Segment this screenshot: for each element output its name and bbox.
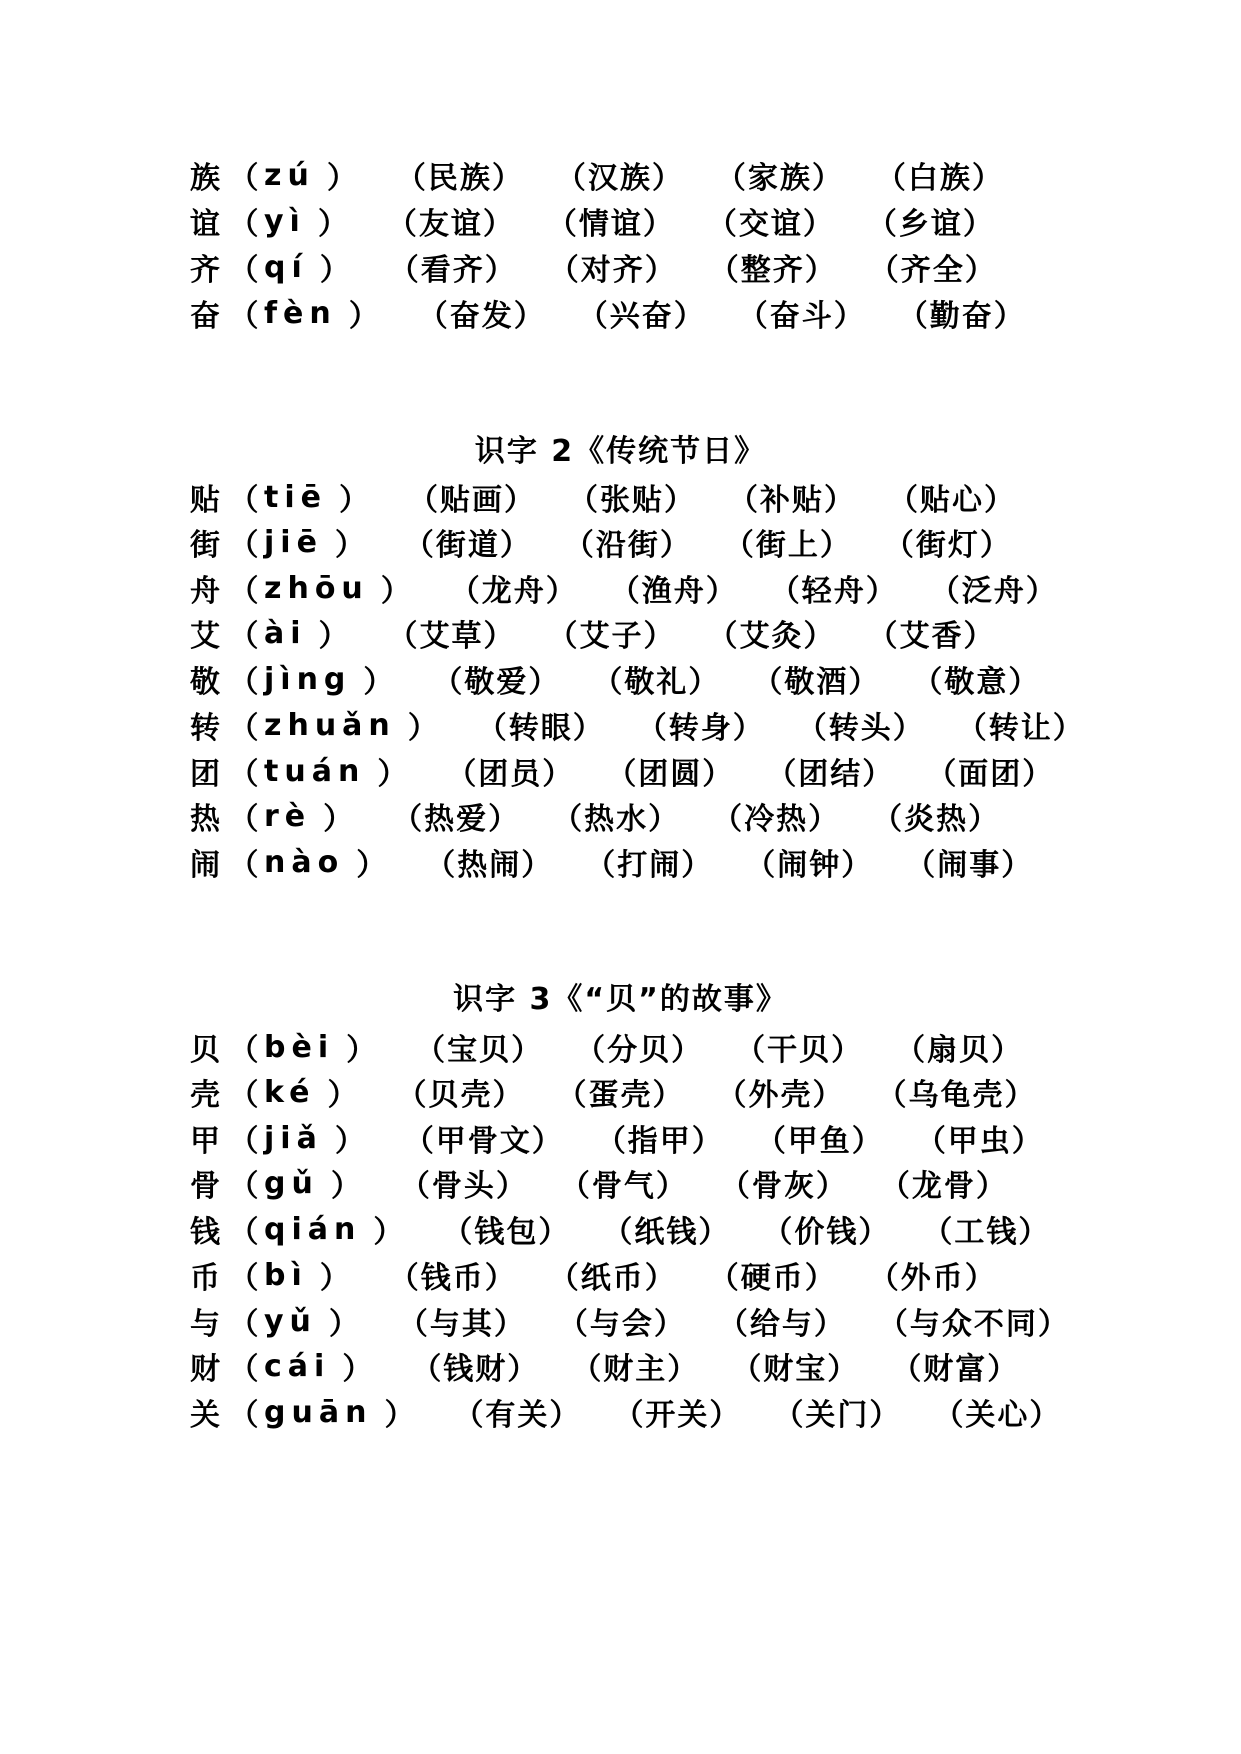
- character: 关: [190, 1398, 221, 1433]
- word: （敬爱）: [432, 665, 561, 700]
- word: （与会）: [557, 1307, 686, 1342]
- word: （与其）: [397, 1307, 526, 1342]
- section-title: 识字 2《传统节日》: [474, 434, 767, 469]
- word: （轻舟）: [769, 574, 898, 609]
- paren-open: （: [228, 528, 260, 563]
- pinyin: jìng: [264, 661, 352, 697]
- paren-close: ）: [346, 1033, 378, 1068]
- pinyin: guān: [264, 1394, 373, 1430]
- word: （冷热）: [712, 802, 841, 837]
- vocab-row: [190, 293, 1058, 333]
- vocab-row: [190, 1346, 1051, 1386]
- pinyin: qí: [264, 249, 308, 285]
- vocab-row: [190, 1027, 1055, 1067]
- character: 齐: [190, 253, 221, 288]
- word: （敬酒）: [752, 665, 881, 700]
- character: 族: [190, 161, 221, 196]
- character: 舟: [190, 574, 221, 609]
- word: （有关）: [453, 1398, 582, 1433]
- word: （汉族）: [555, 161, 684, 196]
- word: （整齐）: [708, 253, 837, 288]
- vocab-row: [190, 751, 1086, 791]
- paren-open: （: [228, 1078, 260, 1113]
- paren-open: （: [228, 1398, 260, 1433]
- paren-open: （: [228, 1352, 260, 1387]
- word: （甲虫）: [915, 1124, 1044, 1159]
- vocab-row: [190, 1209, 1082, 1249]
- word: （纸币）: [548, 1261, 677, 1296]
- word: （干贝）: [735, 1033, 864, 1068]
- paren-open: （: [228, 619, 260, 654]
- pinyin: ài: [264, 615, 307, 651]
- vocab-row: [190, 522, 1044, 562]
- paren-close: ）: [384, 1398, 416, 1433]
- word: （奋斗）: [737, 299, 866, 334]
- word: （转头）: [796, 711, 925, 746]
- vocab-row: [190, 705, 1117, 745]
- word: （乡谊）: [866, 207, 995, 242]
- word: （关门）: [773, 1398, 902, 1433]
- word: （齐全）: [868, 253, 997, 288]
- word: （钱包）: [442, 1215, 571, 1250]
- word: （团结）: [766, 757, 895, 792]
- paren-open: （: [228, 161, 260, 196]
- paren-open: （: [228, 574, 260, 609]
- paren-open: （: [228, 665, 260, 700]
- character: 团: [190, 757, 221, 792]
- pinyin: rè: [264, 798, 312, 834]
- vocab-row: [190, 842, 1065, 882]
- paren-open: （: [228, 1215, 260, 1250]
- vocab-row: [190, 1072, 1069, 1112]
- character: 谊: [190, 207, 221, 242]
- paren-open: （: [228, 207, 260, 242]
- vocab-row: [190, 1163, 1040, 1203]
- vocab-row: [190, 1301, 1102, 1341]
- word: （交谊）: [706, 207, 835, 242]
- pinyin: zhōu: [264, 570, 369, 606]
- paren-close: ）: [330, 1169, 362, 1204]
- word: （蛋壳）: [556, 1078, 685, 1113]
- pinyin: tuán: [264, 753, 366, 789]
- paren-open: （: [228, 1307, 260, 1342]
- paren-close: ）: [334, 528, 366, 563]
- word: （钱币）: [388, 1261, 517, 1296]
- word: （炎热）: [872, 802, 1001, 837]
- word: （贴画）: [407, 483, 536, 518]
- word: （友谊）: [386, 207, 515, 242]
- vocab-row: [190, 477, 1048, 517]
- vocab-row: [190, 1392, 1093, 1432]
- word: （闹事）: [905, 848, 1034, 883]
- word: （渔舟）: [609, 574, 738, 609]
- word: （泛舟）: [929, 574, 1058, 609]
- word: （钱财）: [411, 1352, 540, 1387]
- pinyin: bèi: [264, 1029, 335, 1065]
- paren-open: （: [228, 802, 260, 837]
- word: （分贝）: [575, 1033, 704, 1068]
- word: （勤奋）: [897, 299, 1026, 334]
- word: （贝壳）: [396, 1078, 525, 1113]
- word: （看齐）: [388, 253, 517, 288]
- character: 甲: [190, 1124, 221, 1159]
- word: （纸钱）: [602, 1215, 731, 1250]
- word: （团员）: [446, 757, 575, 792]
- paren-close: ）: [327, 1078, 359, 1113]
- paren-close: ）: [356, 848, 388, 883]
- word: （外币）: [868, 1261, 997, 1296]
- word: （价钱）: [762, 1215, 891, 1250]
- vocab-row: [190, 201, 1027, 241]
- word: （硬币）: [708, 1261, 837, 1296]
- word: （打闹）: [585, 848, 714, 883]
- paren-open: （: [228, 1261, 260, 1296]
- word: （骨灰）: [719, 1169, 848, 1204]
- paren-open: （: [228, 253, 260, 288]
- character: 与: [190, 1307, 221, 1342]
- pinyin: zú: [264, 157, 315, 193]
- word: （龙舟）: [449, 574, 578, 609]
- word: （白族）: [875, 161, 1004, 196]
- word: （扇贝）: [895, 1033, 1024, 1068]
- paren-close: ）: [317, 207, 349, 242]
- paren-open: （: [228, 711, 260, 746]
- word: （指甲）: [595, 1124, 724, 1159]
- word: （艾香）: [867, 619, 996, 654]
- paren-open: （: [228, 1169, 260, 1204]
- character: 币: [190, 1261, 221, 1296]
- character: 贝: [190, 1033, 221, 1068]
- word: （甲骨文）: [403, 1124, 564, 1159]
- character: 骨: [190, 1169, 221, 1204]
- character: 闹: [190, 848, 221, 883]
- vocab-row: [190, 247, 1029, 287]
- word: （外壳）: [716, 1078, 845, 1113]
- word: （甲鱼）: [755, 1124, 884, 1159]
- pinyin: zhuǎn: [264, 707, 396, 743]
- pinyin: jiǎ: [264, 1120, 323, 1156]
- word: （开关）: [613, 1398, 742, 1433]
- paren-close: ）: [348, 299, 380, 334]
- word: （骨头）: [399, 1169, 528, 1204]
- paren-close: ）: [380, 574, 412, 609]
- character: 财: [190, 1352, 221, 1387]
- paren-close: ）: [363, 665, 395, 700]
- word: （艾草）: [387, 619, 516, 654]
- pinyin: fèn: [264, 295, 337, 331]
- paren-close: ）: [326, 161, 358, 196]
- word: （热水）: [552, 802, 681, 837]
- word: （关心）: [933, 1398, 1062, 1433]
- word: （龙骨）: [879, 1169, 1008, 1204]
- character: 奋: [190, 299, 221, 334]
- section-title: 识字 3《“贝”的故事》: [453, 982, 788, 1017]
- word: （敬礼）: [592, 665, 721, 700]
- word: （热爱）: [392, 802, 521, 837]
- word: （街灯）: [883, 528, 1012, 563]
- word: （街上）: [723, 528, 852, 563]
- word: （热闹）: [425, 848, 554, 883]
- pinyin: cái: [264, 1348, 331, 1384]
- word: （沿街）: [563, 528, 692, 563]
- word: （财宝）: [731, 1352, 860, 1387]
- character: 钱: [190, 1215, 221, 1250]
- word: （张贴）: [567, 483, 696, 518]
- word: （家族）: [715, 161, 844, 196]
- pinyin: ké: [264, 1074, 316, 1110]
- pinyin: nào: [264, 844, 345, 880]
- character: 艾: [190, 619, 221, 654]
- paren-close: ）: [319, 1261, 351, 1296]
- vocab-row: [190, 613, 1028, 653]
- paren-open: （: [228, 1033, 260, 1068]
- word: （补贴）: [727, 483, 856, 518]
- character: 贴: [190, 483, 221, 518]
- word: （财主）: [571, 1352, 700, 1387]
- word: （艾灸）: [707, 619, 836, 654]
- word: （情谊）: [546, 207, 675, 242]
- word: （转眼）: [476, 711, 605, 746]
- word: （团圆）: [606, 757, 735, 792]
- vocab-row: [190, 1118, 1076, 1158]
- word: （敬意）: [912, 665, 1041, 700]
- vocab-row: [190, 796, 1032, 836]
- pinyin: yǔ: [264, 1303, 317, 1339]
- character: 敬: [190, 665, 221, 700]
- pinyin: gǔ: [264, 1165, 319, 1201]
- word: （宝贝）: [415, 1033, 544, 1068]
- paren-open: （: [228, 483, 260, 518]
- word: （民族）: [395, 161, 524, 196]
- word: （奋发）: [417, 299, 546, 334]
- paren-close: ）: [323, 802, 355, 837]
- paren-close: ）: [377, 757, 409, 792]
- pinyin: qián: [264, 1211, 362, 1247]
- vocab-row: [190, 568, 1090, 608]
- word: （闹钟）: [745, 848, 874, 883]
- paren-close: ）: [318, 619, 350, 654]
- character: 热: [190, 802, 221, 837]
- word: （与众不同）: [877, 1307, 1070, 1342]
- character: 转: [190, 711, 221, 746]
- paren-close: ）: [334, 1124, 366, 1159]
- paren-open: （: [228, 848, 260, 883]
- word: （兴奋）: [577, 299, 706, 334]
- word: （对齐）: [548, 253, 677, 288]
- word: （给与）: [717, 1307, 846, 1342]
- character: 街: [190, 528, 221, 563]
- word: （财富）: [891, 1352, 1020, 1387]
- paren-open: （: [228, 757, 260, 792]
- word: （街道）: [403, 528, 532, 563]
- paren-close: ）: [328, 1307, 360, 1342]
- paren-close: ）: [342, 1352, 374, 1387]
- vocab-row: [190, 155, 1036, 195]
- paren-close: ）: [338, 483, 370, 518]
- pinyin: jiē: [264, 524, 323, 560]
- paren-close: ）: [373, 1215, 405, 1250]
- word: （面团）: [926, 757, 1055, 792]
- paren-close: ）: [407, 711, 439, 746]
- word: （骨气）: [559, 1169, 688, 1204]
- paren-open: （: [228, 1124, 260, 1159]
- word: （工钱）: [922, 1215, 1051, 1250]
- paren-open: （: [228, 299, 260, 334]
- pinyin: bì: [264, 1257, 308, 1293]
- pinyin: tiē: [264, 479, 327, 515]
- word: （转让）: [956, 711, 1085, 746]
- paren-close: ）: [319, 253, 351, 288]
- word: （转身）: [636, 711, 765, 746]
- character: 壳: [190, 1078, 221, 1113]
- word: （贴心）: [887, 483, 1016, 518]
- vocab-row: [190, 659, 1072, 699]
- vocab-row: [190, 1255, 1029, 1295]
- word: （艾子）: [547, 619, 676, 654]
- word: （乌龟壳）: [876, 1078, 1037, 1113]
- pinyin: yì: [264, 203, 306, 239]
